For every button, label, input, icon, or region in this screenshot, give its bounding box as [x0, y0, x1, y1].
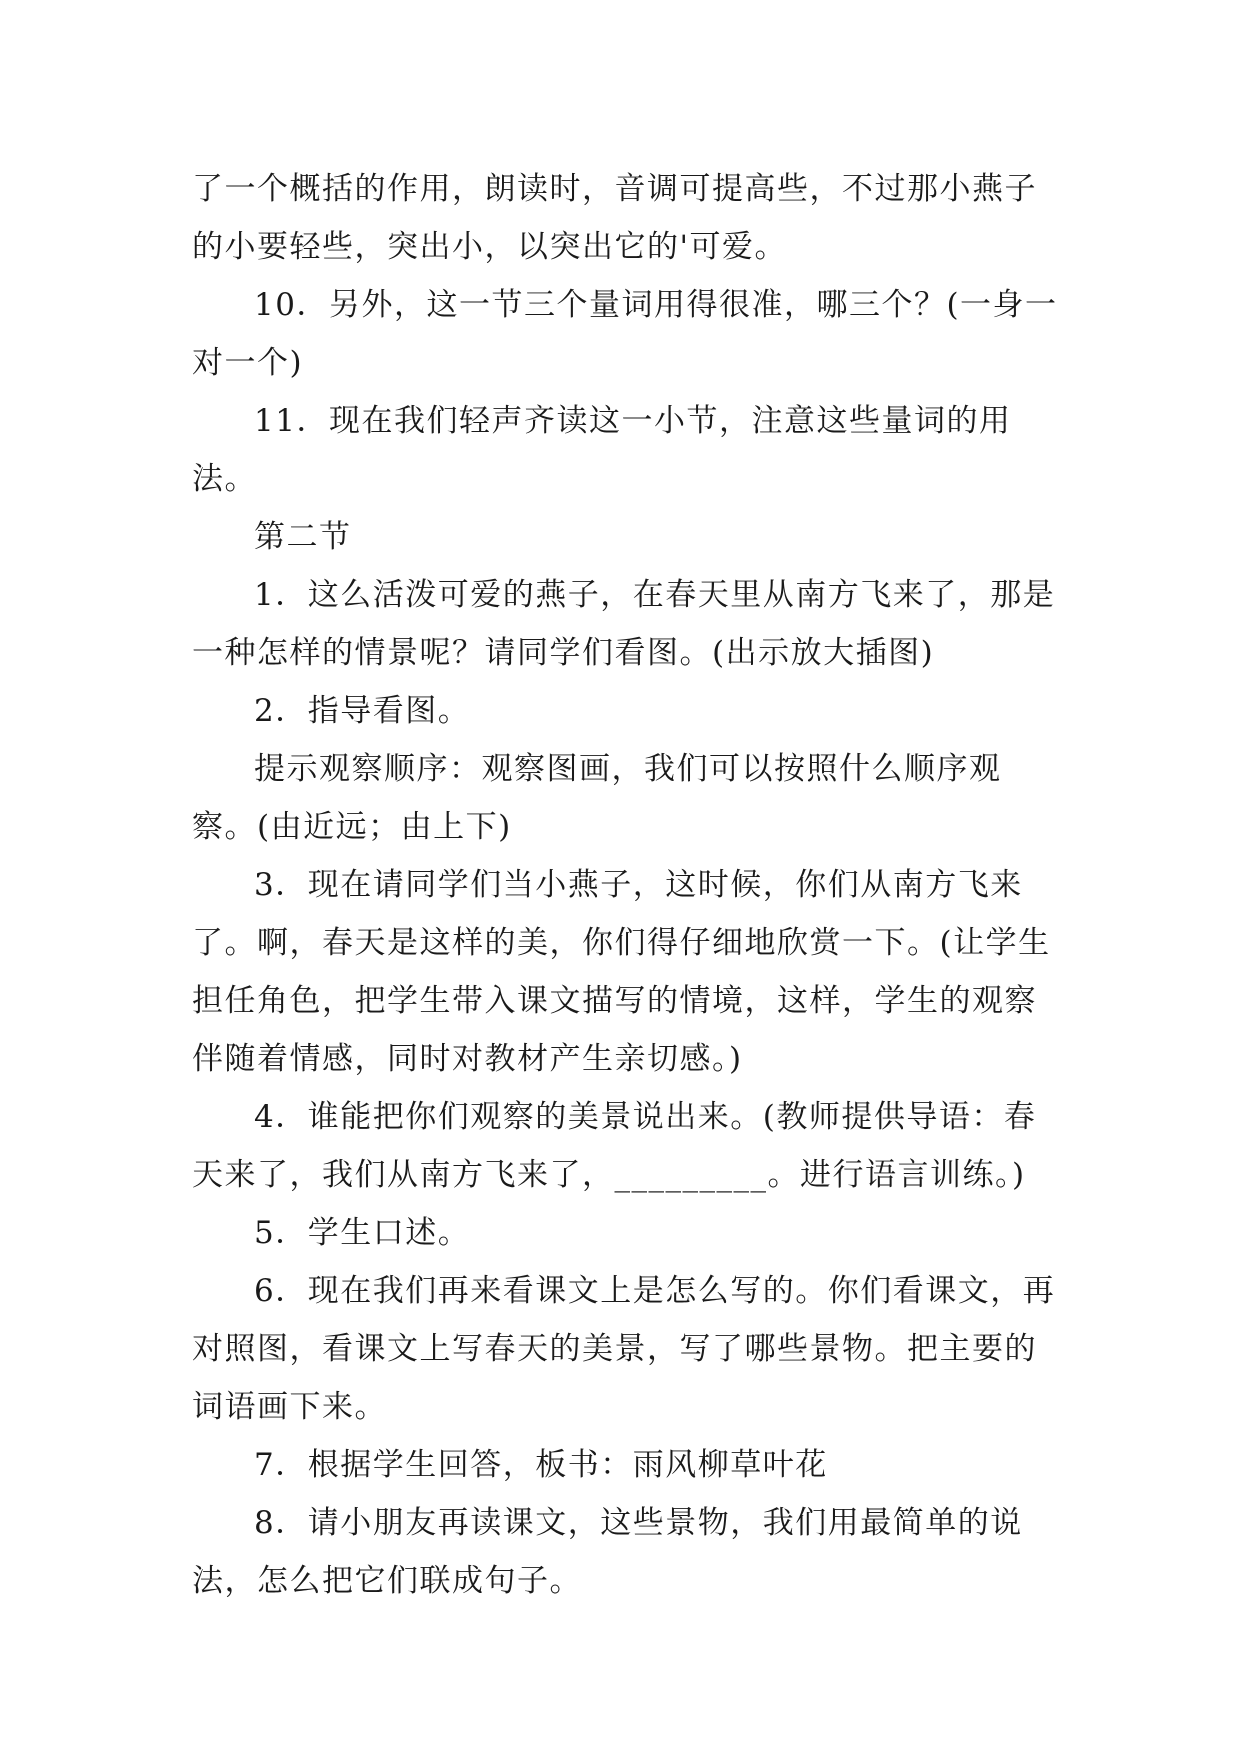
paragraph: 4．谁能把你们观察的美景说出来。(教师提供导语：春天来了，我们从南方飞来了，_________。进行语言训练。) [192, 1099, 1037, 1193]
paragraph: 3．现在请同学们当小燕子，这时候，你们从南方飞来了。啊，春天是这样的美，你们得仔细地欣赏一下。(让学生担任角色，把学生带入课文描写的情境，这样，学生的观察伴随着情感，同时对教材产生亲切感。) [192, 867, 1051, 1077]
paragraph: 1．这么活泼可爱的燕子，在春天里从南方飞来了，那是一种怎样的情景呢？请同学们看图。(出示放大插图) [192, 577, 1056, 671]
paragraph: 7．根据学生回答，板书：雨风柳草叶花 [254, 1447, 828, 1483]
document-body [192, 160, 1062, 1610]
paragraph: 了一个概括的作用，朗读时，音调可提高些，不过那小燕子的小要轻些，突出小，以突出它的'可爱。 [192, 171, 1037, 265]
paragraph: 10．另外，这一节三个量词用得很准，哪三个？(一身一对一个) [192, 287, 1058, 381]
paragraph: 5．学生口述。 [254, 1215, 471, 1251]
paragraph: 11．现在我们轻声齐读这一小节，注意这些量词的用法。 [192, 403, 1012, 497]
paragraph: 2．指导看图。 [254, 693, 471, 729]
section-heading: 第二节 [254, 519, 352, 555]
paragraph: 提示观察顺序：观察图画，我们可以按照什么顺序观察。(由近远；由上下) [192, 751, 1002, 845]
paragraph: 6．现在我们再来看课文上是怎么写的。你们看课文，再对照图，看课文上写春天的美景，写了哪些景物。把主要的词语画下来。 [192, 1273, 1056, 1425]
paragraph: 8．请小朋友再读课文，这些景物，我们用最简单的说法，怎么把它们联成句子。 [192, 1505, 1023, 1599]
